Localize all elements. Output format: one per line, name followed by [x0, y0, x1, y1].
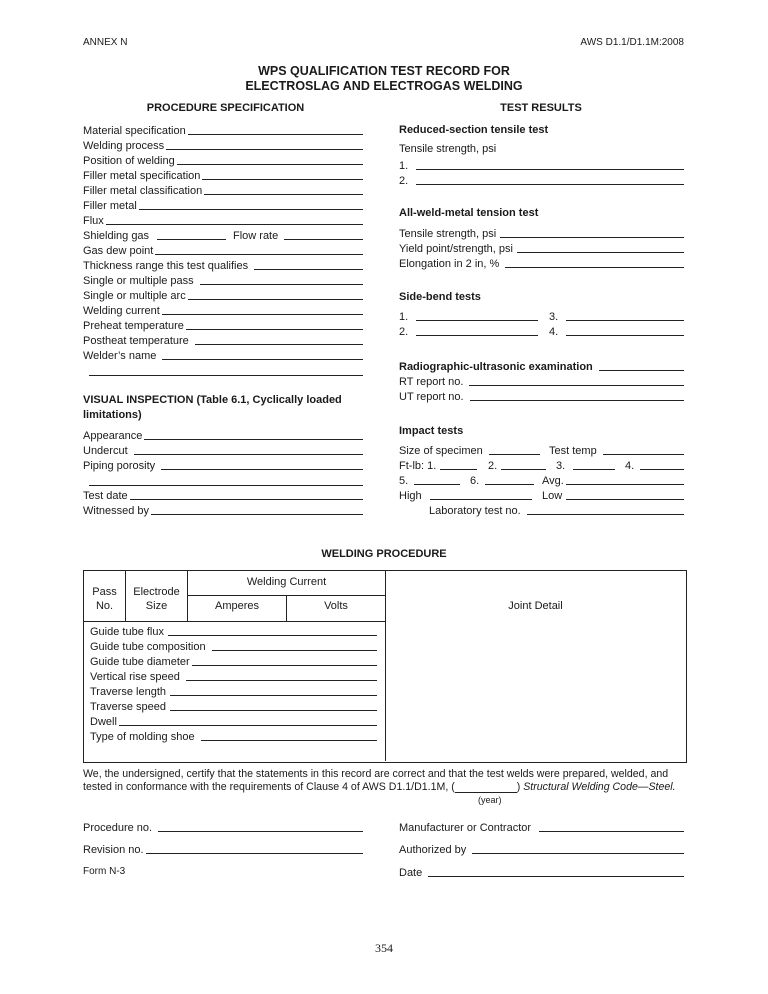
- field-postheat-temperature[interactable]: Postheat temperature: [83, 333, 363, 347]
- field-welding-current[interactable]: Welding current: [83, 303, 363, 317]
- revision-no[interactable]: Revision no.: [83, 842, 363, 856]
- reduced-section-heading: Reduced-section tensile test: [399, 124, 549, 136]
- field-preheat-temperature[interactable]: Preheat temperature: [83, 318, 363, 332]
- test-temp[interactable]: Test temp: [549, 443, 684, 457]
- type-of-molding-shoe[interactable]: Type of molding shoe: [90, 729, 377, 743]
- guide-tube-composition[interactable]: Guide tube composition: [90, 639, 377, 653]
- field-piping-porosity[interactable]: Piping porosity: [83, 458, 363, 472]
- year-label: (year): [478, 795, 502, 805]
- authorized-by[interactable]: Authorized by: [399, 842, 684, 856]
- date[interactable]: Date: [399, 865, 684, 879]
- col-volts: Volts: [324, 600, 348, 612]
- impact-high[interactable]: High: [399, 488, 532, 502]
- form-label: Form N-3: [83, 866, 126, 877]
- all-weld-elongation[interactable]: Elongation in 2 in, %: [399, 256, 684, 270]
- ftlb-4[interactable]: 4.: [625, 458, 684, 472]
- laboratory-test-no[interactable]: Laboratory test no.: [429, 503, 684, 517]
- side-bend-heading: Side-bend tests: [399, 291, 481, 303]
- field-filler-metal[interactable]: Filler metal: [83, 198, 363, 212]
- manufacturer-or-contractor[interactable]: Manufacturer or Contractor: [399, 820, 684, 834]
- certification-line2: tested in conformance with the requirements of Clause 4 of AWS D1.1/D1.1M, ( ) Structural Welding Code—Steel.: [83, 781, 676, 793]
- field-welders-name[interactable]: Welder’s name: [83, 348, 363, 362]
- impact-tests-heading: Impact tests: [399, 425, 464, 437]
- title-line2: ELECTROSLAG AND ELECTROGAS WELDING: [245, 79, 523, 93]
- welding-procedure-heading: WELDING PROCEDURE: [321, 548, 447, 560]
- vertical-rise-speed[interactable]: Vertical rise speed: [90, 669, 377, 683]
- reduced-tensile-2[interactable]: 2.: [399, 173, 684, 187]
- guide-tube-diameter[interactable]: Guide tube diameter: [90, 654, 377, 668]
- visual-inspection-heading: VISUAL INSPECTION (Table 6.1, Cyclically loaded: [83, 394, 342, 406]
- field-single-multiple-pass[interactable]: Single or multiple pass: [83, 273, 363, 287]
- traverse-speed[interactable]: Traverse speed: [90, 699, 377, 713]
- certification-line1: We, the undersigned, certify that the statements in this record are correct and that the test welds were prepared, welded, and: [83, 768, 669, 780]
- size-of-specimen[interactable]: Size of specimen: [399, 443, 540, 457]
- field-undercut[interactable]: Undercut: [83, 443, 363, 457]
- reduced-tensile-1[interactable]: 1.: [399, 158, 684, 172]
- col-amperes: Amperes: [214, 600, 260, 612]
- radiographic-heading[interactable]: Radiographic-ultrasonic examination: [399, 359, 684, 373]
- field-material-specification[interactable]: Material specification: [83, 123, 363, 137]
- procedure-spec-heading: PROCEDURE SPECIFICATION: [146, 102, 305, 114]
- field-witnessed-by[interactable]: Witnessed by: [83, 503, 363, 517]
- dwell[interactable]: Dwell: [90, 714, 377, 728]
- ftlb-3[interactable]: 3.: [556, 458, 615, 472]
- field-filler-metal-classification[interactable]: Filler metal classification: [83, 183, 363, 197]
- ftlb-6[interactable]: 6.: [470, 473, 534, 487]
- year-blank[interactable]: [455, 781, 517, 793]
- field-shielding-gas[interactable]: Shielding gas: [83, 228, 226, 242]
- field-flux[interactable]: Flux: [83, 213, 363, 227]
- field-appearance[interactable]: Appearance: [83, 428, 363, 442]
- piping-porosity-extra-line[interactable]: [89, 485, 363, 486]
- ftlb-5[interactable]: 5.: [399, 473, 460, 487]
- welders-name-extra-line[interactable]: [89, 375, 363, 376]
- field-filler-metal-specification[interactable]: Filler metal specification: [83, 168, 363, 182]
- side-bend-3[interactable]: 3.: [549, 309, 684, 323]
- ftlb-1[interactable]: Ft-lb: 1.: [399, 458, 477, 472]
- all-weld-yield[interactable]: Yield point/strength, psi: [399, 241, 684, 255]
- field-flow-rate[interactable]: Flow rate: [233, 228, 363, 242]
- reduced-tensile-label: Tensile strength, psi: [399, 143, 497, 155]
- col-pass: Pass: [92, 586, 117, 598]
- col-electrode: Electrode: [133, 586, 180, 598]
- impact-low[interactable]: Low: [542, 488, 684, 502]
- field-thickness-range[interactable]: Thickness range this test qualifies: [83, 258, 363, 272]
- visual-inspection-heading-2: limitations): [83, 409, 142, 421]
- field-test-date[interactable]: Test date: [83, 488, 363, 502]
- standard-label: AWS D1.1/D1.1M:2008: [580, 37, 684, 48]
- col-joint-detail: Joint Detail: [508, 600, 563, 612]
- page-number: 354: [375, 941, 393, 955]
- ftlb-avg[interactable]: Avg.: [542, 473, 684, 487]
- ut-report-no[interactable]: UT report no.: [399, 389, 684, 403]
- ftlb-2[interactable]: 2.: [488, 458, 546, 472]
- side-bend-1[interactable]: 1.: [399, 309, 538, 323]
- all-weld-tensile[interactable]: Tensile strength, psi: [399, 226, 684, 240]
- side-bend-4[interactable]: 4.: [549, 324, 684, 338]
- col-size: Size: [145, 600, 168, 612]
- procedure-no[interactable]: Procedure no.: [83, 820, 363, 834]
- traverse-length[interactable]: Traverse length: [90, 684, 377, 698]
- side-bend-2[interactable]: 2.: [399, 324, 538, 338]
- guide-tube-flux[interactable]: Guide tube flux: [90, 624, 377, 638]
- col-welding-current: Welding Current: [246, 576, 327, 588]
- field-welding-process[interactable]: Welding process: [83, 138, 363, 152]
- field-position-of-welding[interactable]: Position of welding: [83, 153, 363, 167]
- test-results-heading: TEST RESULTS: [500, 102, 582, 114]
- annex-label: ANNEX N: [83, 37, 128, 48]
- title-line1: WPS QUALIFICATION TEST RECORD FOR: [258, 64, 510, 78]
- rt-report-no[interactable]: RT report no.: [399, 374, 684, 388]
- field-gas-dew-point[interactable]: Gas dew point: [83, 243, 363, 257]
- col-no: No.: [95, 600, 114, 612]
- all-weld-heading: All-weld-metal tension test: [399, 207, 539, 219]
- field-single-multiple-arc[interactable]: Single or multiple arc: [83, 288, 363, 302]
